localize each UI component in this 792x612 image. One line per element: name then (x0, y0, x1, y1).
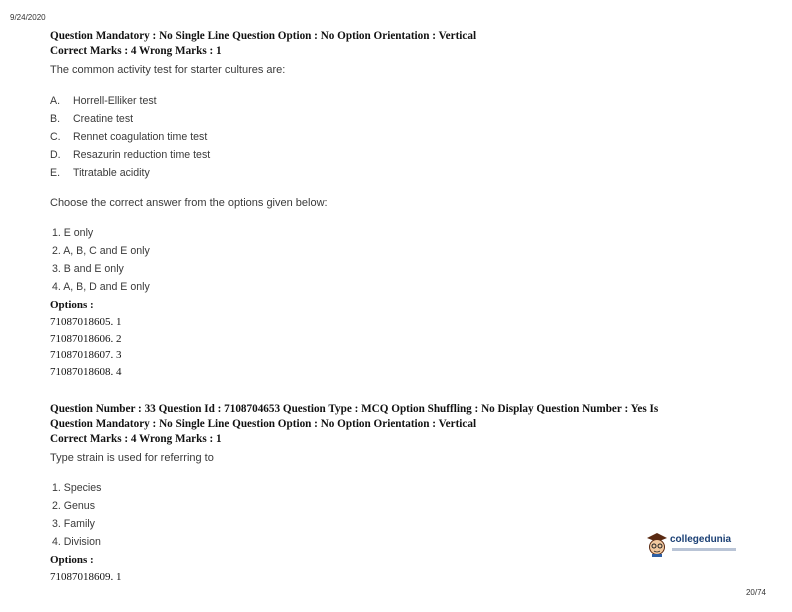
logo-wordmark: collegedunia (670, 534, 732, 545)
item-text: Horrell-Elliker test (73, 95, 157, 107)
option-id: 71087018607. 3 (50, 349, 122, 361)
graduate-face-icon (646, 532, 668, 558)
answer-choice: 3. Family (52, 518, 95, 530)
collegedunia-logo (646, 530, 756, 560)
list-item (50, 112, 133, 126)
item-text: Titratable acidity (73, 167, 150, 179)
question-text: Type strain is used for referring to (50, 452, 214, 464)
option-id: 71087018608. 4 (50, 366, 122, 378)
answer-choice: 4. Division (52, 536, 101, 548)
answer-choice: 2. A, B, C and E only (52, 245, 150, 257)
option-id: 71087018609. 1 (50, 571, 122, 583)
item-text: Resazurin reduction time test (73, 149, 211, 161)
list-item (50, 166, 150, 180)
page-number: 20/74 (745, 588, 766, 597)
answer-choice: 1. Species (52, 482, 102, 494)
question-meta-line: Question Number : 33 Question Id : 7108704653 Question Type : MCQ Option Shuffling : No Display Question Number : Yes Is (50, 403, 659, 415)
question-meta-line: Question Mandatory : No Single Line Question Option : No Option Orientation : Vertical (50, 30, 477, 42)
options-label: Options : (50, 554, 94, 566)
answer-choice: 3. B and E only (52, 263, 124, 275)
item-letter: B. (50, 113, 61, 125)
question-meta-line: Question Mandatory : No Single Line Question Option : No Option Orientation : Vertical (50, 418, 477, 430)
list-item (50, 130, 207, 144)
marks-line: Correct Marks : 4 Wrong Marks : 1 (50, 45, 222, 57)
marks-line: Correct Marks : 4 Wrong Marks : 1 (50, 433, 222, 445)
list-item (50, 148, 210, 162)
options-label: Options : (50, 299, 94, 311)
answer-choice: 2. Genus (52, 500, 95, 512)
item-text: Creatine test (73, 113, 134, 125)
list-item (50, 94, 157, 108)
item-letter: E. (50, 167, 61, 179)
item-text: Rennet coagulation time test (73, 131, 208, 143)
option-id: 71087018606. 2 (50, 333, 122, 345)
item-letter: A. (50, 95, 61, 107)
question-text: The common activity test for starter cultures are: (50, 64, 286, 76)
logo-tagline-graphic (672, 548, 736, 551)
instruction-text: Choose the correct answer from the options given below: (50, 197, 328, 209)
item-letter: C. (50, 131, 61, 143)
answer-choice: 4. A, B, D and E only (52, 281, 150, 293)
option-id: 71087018605. 1 (50, 316, 122, 328)
answer-choice: 1. E only (52, 227, 94, 239)
item-letter: D. (50, 149, 61, 161)
print-date: 9/24/2020 (10, 13, 46, 22)
